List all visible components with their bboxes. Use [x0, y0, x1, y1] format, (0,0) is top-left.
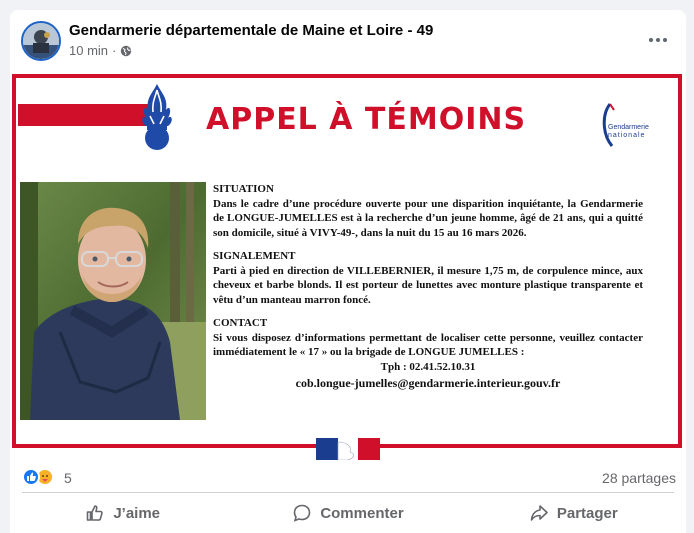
situation-text: Dans le cadre d’une procédure ouverte pour une disparition inquiétante, la Gendarmerie de LONGUE-JUMELLES est à la recherche d’un jeune homme, âgé de 21 ans, qui a quitté son domicile, situé à VIVY-49-, dans la nuit du 15 au 16 mars 2026.: [213, 197, 643, 239]
post-header: [10, 10, 686, 70]
contact-heading: CONTACT: [213, 317, 268, 329]
contact-text: Si vous disposez d’informations permettant de localiser cette personne, veuillez contacter immédiatement le « 17 » ou la brigade de LONGUE JUMELLES :: [213, 331, 643, 358]
contact-phone: Tph : 02.41.52.10.31: [380, 360, 476, 373]
signalement-heading: SIGNALEMENT: [213, 250, 296, 262]
share-count[interactable]: 28 partages: [602, 470, 676, 486]
signalement-text: Parti à pied en direction de VILLEBERNIER, il mesure 1,75 m, de corpulence mince, aux cheveux et barbe blonds. Il est porteur de lunettes avec monture plastique transparente et vêtu d’un manteau marron foncé.: [213, 264, 643, 306]
globe-icon[interactable]: [120, 45, 132, 57]
share-button[interactable]: Partager: [461, 494, 686, 532]
like-button[interactable]: J’aime: [10, 494, 235, 532]
post-meta: 10 min ·: [69, 43, 132, 58]
marianne-logo: [316, 438, 380, 460]
poster-title: APPEL À TÉMOINS: [206, 102, 527, 137]
contact-email: cob.longue-jumelles@gendarmerie.interieur.gouv.fr: [295, 376, 561, 390]
reaction-count[interactable]: 5: [64, 470, 72, 486]
page-avatar[interactable]: [21, 21, 61, 61]
facebook-post: [10, 10, 686, 533]
post-time[interactable]: 10 min: [69, 43, 109, 58]
appeal-poster[interactable]: [10, 72, 686, 452]
share-icon: [529, 503, 549, 523]
situation-heading: SITUATION: [213, 183, 274, 195]
more-options-icon[interactable]: [644, 28, 672, 52]
reactions-row: [10, 466, 686, 490]
like-reaction-icon: [22, 468, 40, 486]
comment-icon: [292, 503, 312, 523]
missing-person-photo: [20, 182, 206, 420]
thumbs-up-icon: [85, 503, 105, 523]
poster-text: [213, 182, 643, 391]
divider: [22, 492, 674, 493]
gendarmerie-logo-text: Gendarmerie nationale: [608, 124, 649, 139]
page-name[interactable]: Gendarmerie départementale de Maine et Loire - 49: [69, 22, 434, 39]
comment-button[interactable]: Commenter: [235, 494, 460, 532]
gendarmerie-grenade-icon: [138, 82, 176, 154]
reaction-icons[interactable]: [22, 468, 54, 486]
post-actions: [10, 494, 686, 532]
